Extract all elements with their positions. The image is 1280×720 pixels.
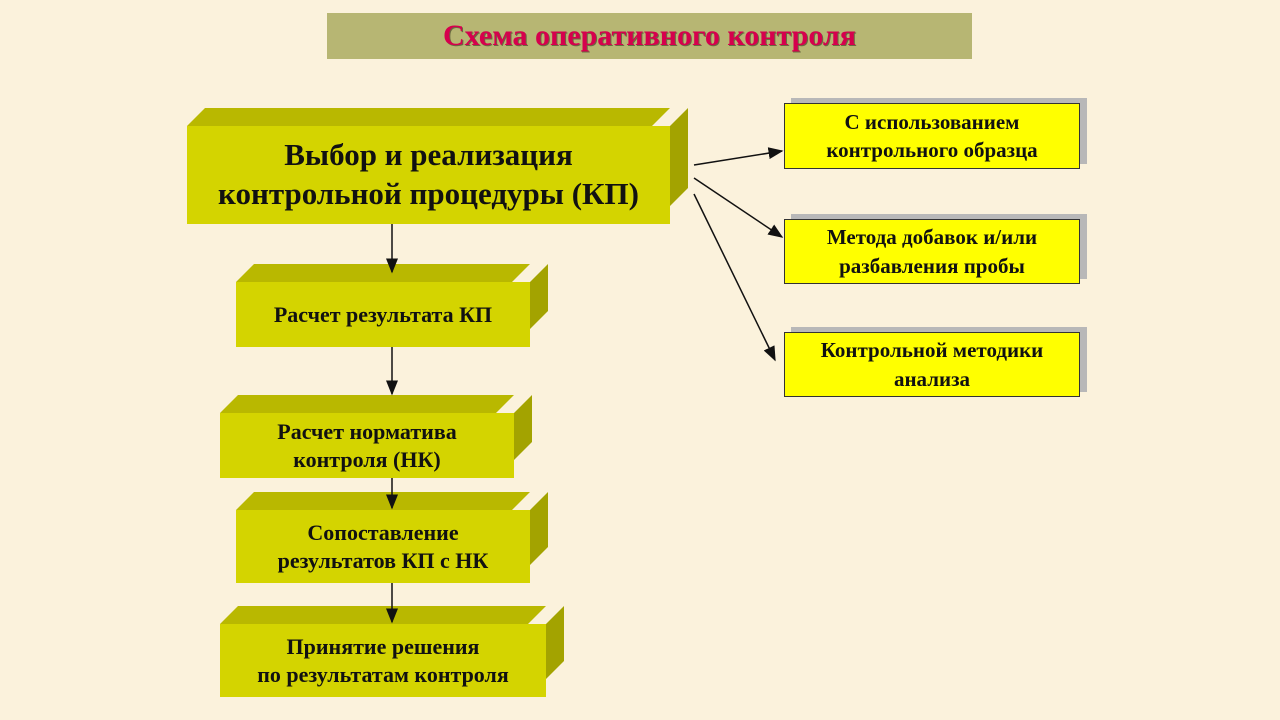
diagram-title: Схема оперативного контроля (443, 19, 856, 52)
step-label: Сопоставление результатов КП с НК (277, 520, 489, 573)
main-box-label: Выбор и реализация контрольной процедуры (КП) (218, 137, 639, 211)
step-label: Расчет норматива контроля (НК) (277, 419, 457, 472)
option-label: Метода добавок и/или разбавления пробы (826, 225, 1038, 278)
option-label: С использованием контрольного образца (826, 109, 1038, 162)
arrow-main-to-option3 (694, 194, 775, 360)
arrow-main-to-option1 (694, 151, 782, 165)
step-label: Расчет результата КП (273, 301, 493, 327)
option-label: Контрольной методики анализа (820, 338, 1044, 391)
arrow-main-to-option2 (694, 178, 782, 237)
step-label: Принятие решения по результатам контроля (257, 634, 509, 687)
